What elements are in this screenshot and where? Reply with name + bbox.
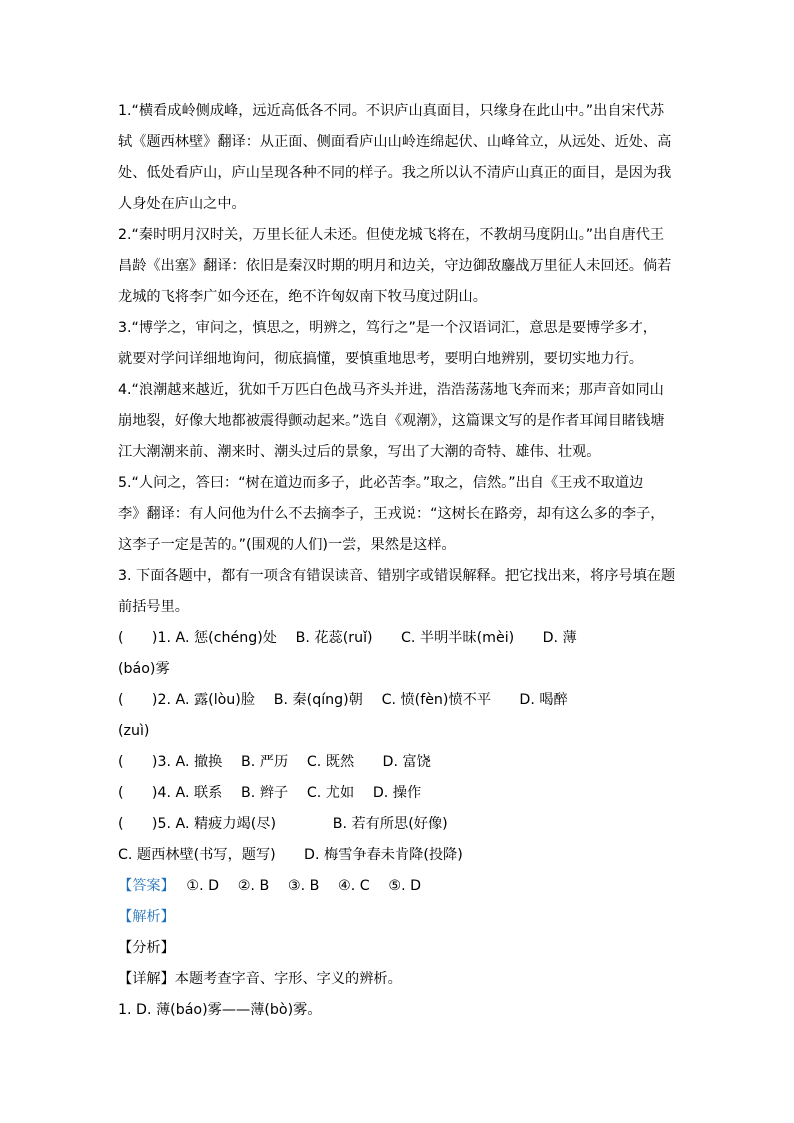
analysis-label: 【解析】 [118,909,175,925]
detail-label: 【详解】 [118,971,175,987]
text-line: 5.“人问之，答曰：“树在道边而多子，此必苦李。”取之，信然。”出自《王戎不取道边 [118,475,644,491]
document-page [118,96,678,1026]
options-list [118,623,678,871]
text-line: 昌龄《出塞》翻译：依旧是秦汉时期的明月和边关，守边御敌鏖战万里征人未回还。倘若 [118,258,672,274]
option-line: (zuì) [118,723,150,739]
option-line: ( )4. A. 联系 B. 辫子 C. 尤如 D. 操作 [118,785,422,801]
text-line: 就要对学问详细地询问，彻底搞懂，要慎重地思考，要明白地辨别，要切实地力行。 [118,351,643,367]
text-line: 龙城的飞将李广如今还在，绝不许匈奴南下牧马度过阴山。 [118,289,487,305]
fenxi-line [118,933,678,964]
text-line: 崩地裂，好像大地都被震得颤动起来。”选自《观潮》，这篇课文写的是作者耳闻目睹钱塘 [118,413,665,429]
translation-item [118,220,678,313]
translation-list [118,96,678,561]
translation-item [118,96,678,220]
detail-line [118,964,678,995]
question-line: 3. 下面各题中，都有一项含有错误读音、错别字或错误解释。把它找出来，将序号填在题 [118,568,676,584]
text-line: 江大潮潮来前、潮来时、潮头过后的景象，写出了大潮的奇特、雄伟、壮观。 [118,444,601,460]
text-line: 4.“浪潮越来越近，犹如千万匹白色战马齐头并进，浩浩荡荡地飞奔而来；那声音如同山 [118,382,664,398]
option-line: ( )5. A. 精疲力竭(尽) B. 若有所思(好像) [118,816,448,832]
fenxi-label: 【分析】 [118,940,175,956]
answer-label: 【答案】 [118,878,168,894]
detail-text: 本题考查字音、字形、字义的辨析。 [174,971,402,987]
question-block [118,561,678,623]
option-line: ( )3. A. 撤换 B. 严历 C. 既然 D. 富饶 [118,754,431,770]
question-line: 前括号里。 [118,599,189,615]
option-line: ( )2. A. 露(lòu)脸 B. 秦(qíng)朝 C. 愤(fèn)愤不平 D. 喝醉 [118,692,568,708]
translation-item [118,313,678,375]
text-line: 3.“博学之，审问之，慎思之，明辨之，笃行之”是一个汉语词汇，意思是要博学多才， [118,320,657,336]
translation-item [118,375,678,468]
option-line: ( )1. A. 惩(chéng)处 B. 花蕊(ruǐ) C. 半明半昧(mèi) D. 薄 [118,630,577,646]
option-line: (báo)雾 [118,661,170,677]
text-line: 李》翻译：有人问他为什么不去摘李子，王戎说：“这树长在路旁，却有这么多的李子， [118,506,665,522]
analysis-line [118,902,678,933]
answer-text: ①. D ②. B ③. B ④. C ⑤. D [167,878,422,894]
text-line: 这李子一定是苦的。”(围观的人们)一尝，果然是这样。 [118,537,456,553]
text-line: 2.“秦时明月汉时关，万里长征人未还。但使龙城飞将在，不教胡马度阴山。”出自唐代王 [118,227,665,243]
translation-item [118,468,678,561]
text-line: 轼《题西林壁》翻译：从正面、侧面看庐山山岭连绵起伏、山峰耸立，从远处、近处、高 [118,134,672,150]
text-line: 处、低处看庐山，庐山呈现各种不同的样子。我之所以认不清庐山真正的面目，是因为我 [118,165,672,181]
text-line: 1.“横看成岭侧成峰，远近高低各不同。不识庐山真面目，只缘身在此山中。”出自宋代苏 [118,103,665,119]
option-line: C. 题西林壁(书写，题写) D. 梅雪争春未肯降(投降) [118,847,463,863]
answer-line [118,871,678,902]
text-line: 人身处在庐山之中。 [118,196,246,212]
final-line: 1. D. 薄(báo)雾——薄(bò)雾。 [118,1002,322,1018]
